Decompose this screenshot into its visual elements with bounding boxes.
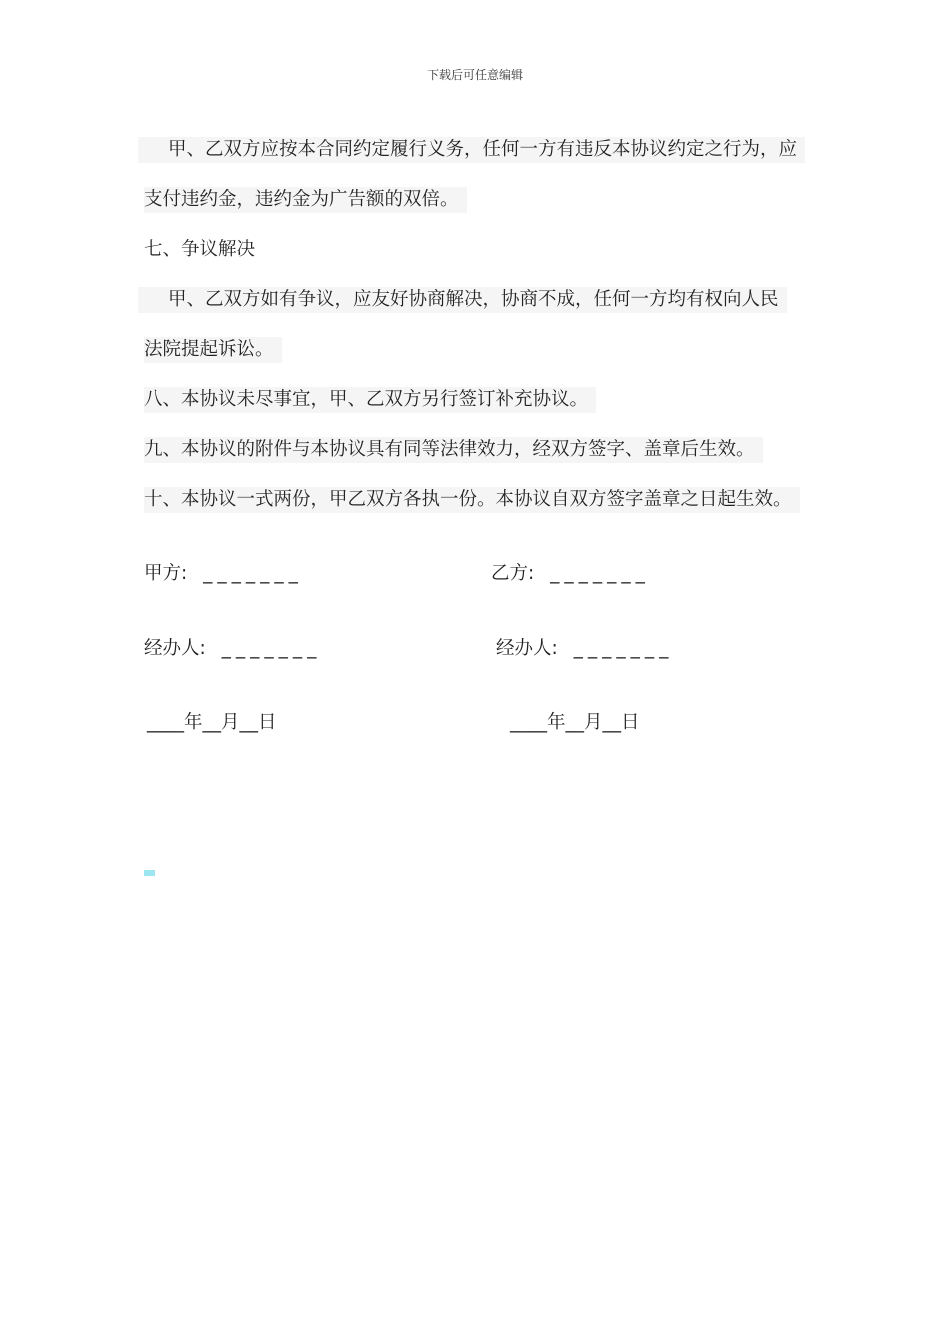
agent-b-blank: _______ xyxy=(573,638,674,659)
agent-a-label: 经办人: xyxy=(144,638,206,659)
party-b-blank: _______ xyxy=(550,563,650,584)
agent-b-signature-line xyxy=(496,636,673,662)
breach-paragraph-line-1: 甲、乙双方应按本合同约定履行义务，任何一方有违反本协议约定之行为，应 xyxy=(138,137,805,163)
agent-a-signature-line xyxy=(144,636,321,662)
cursor-marker xyxy=(144,870,155,876)
party-b-signature-line xyxy=(491,561,650,587)
section-7-heading: 七、争议解决 xyxy=(144,239,256,260)
agent-a-blank: _______ xyxy=(221,638,322,659)
party-b-date: ____年__月__日 xyxy=(510,712,640,733)
page-header-note: 下载后可任意编辑 xyxy=(426,68,523,82)
party-a-signature-line xyxy=(144,561,303,587)
breach-paragraph-line-2: 支付违约金，违约金为广告额的双倍。 xyxy=(144,187,467,213)
party-b-label: 乙方: xyxy=(491,563,535,584)
clause-10: 十、本协议一式两份，甲乙双方各执一份。本协议自双方签字盖章之日起生效。 xyxy=(144,487,800,513)
party-a-label: 甲方: xyxy=(144,563,188,584)
agent-b-label: 经办人: xyxy=(496,638,558,659)
dispute-paragraph-line-2: 法院提起诉讼。 xyxy=(144,337,282,363)
party-a-date: ____年__月__日 xyxy=(147,712,277,733)
party-a-blank: _______ xyxy=(203,563,303,584)
clause-9: 九、本协议的附件与本协议具有同等法律效力，经双方签字、盖章后生效。 xyxy=(144,437,763,463)
clause-8: 八、本协议未尽事宜，甲、乙双方另行签订补充协议。 xyxy=(144,387,596,413)
dispute-paragraph-line-1: 甲、乙双方如有争议，应友好协商解决，协商不成，任何一方均有权向人民 xyxy=(138,287,787,313)
